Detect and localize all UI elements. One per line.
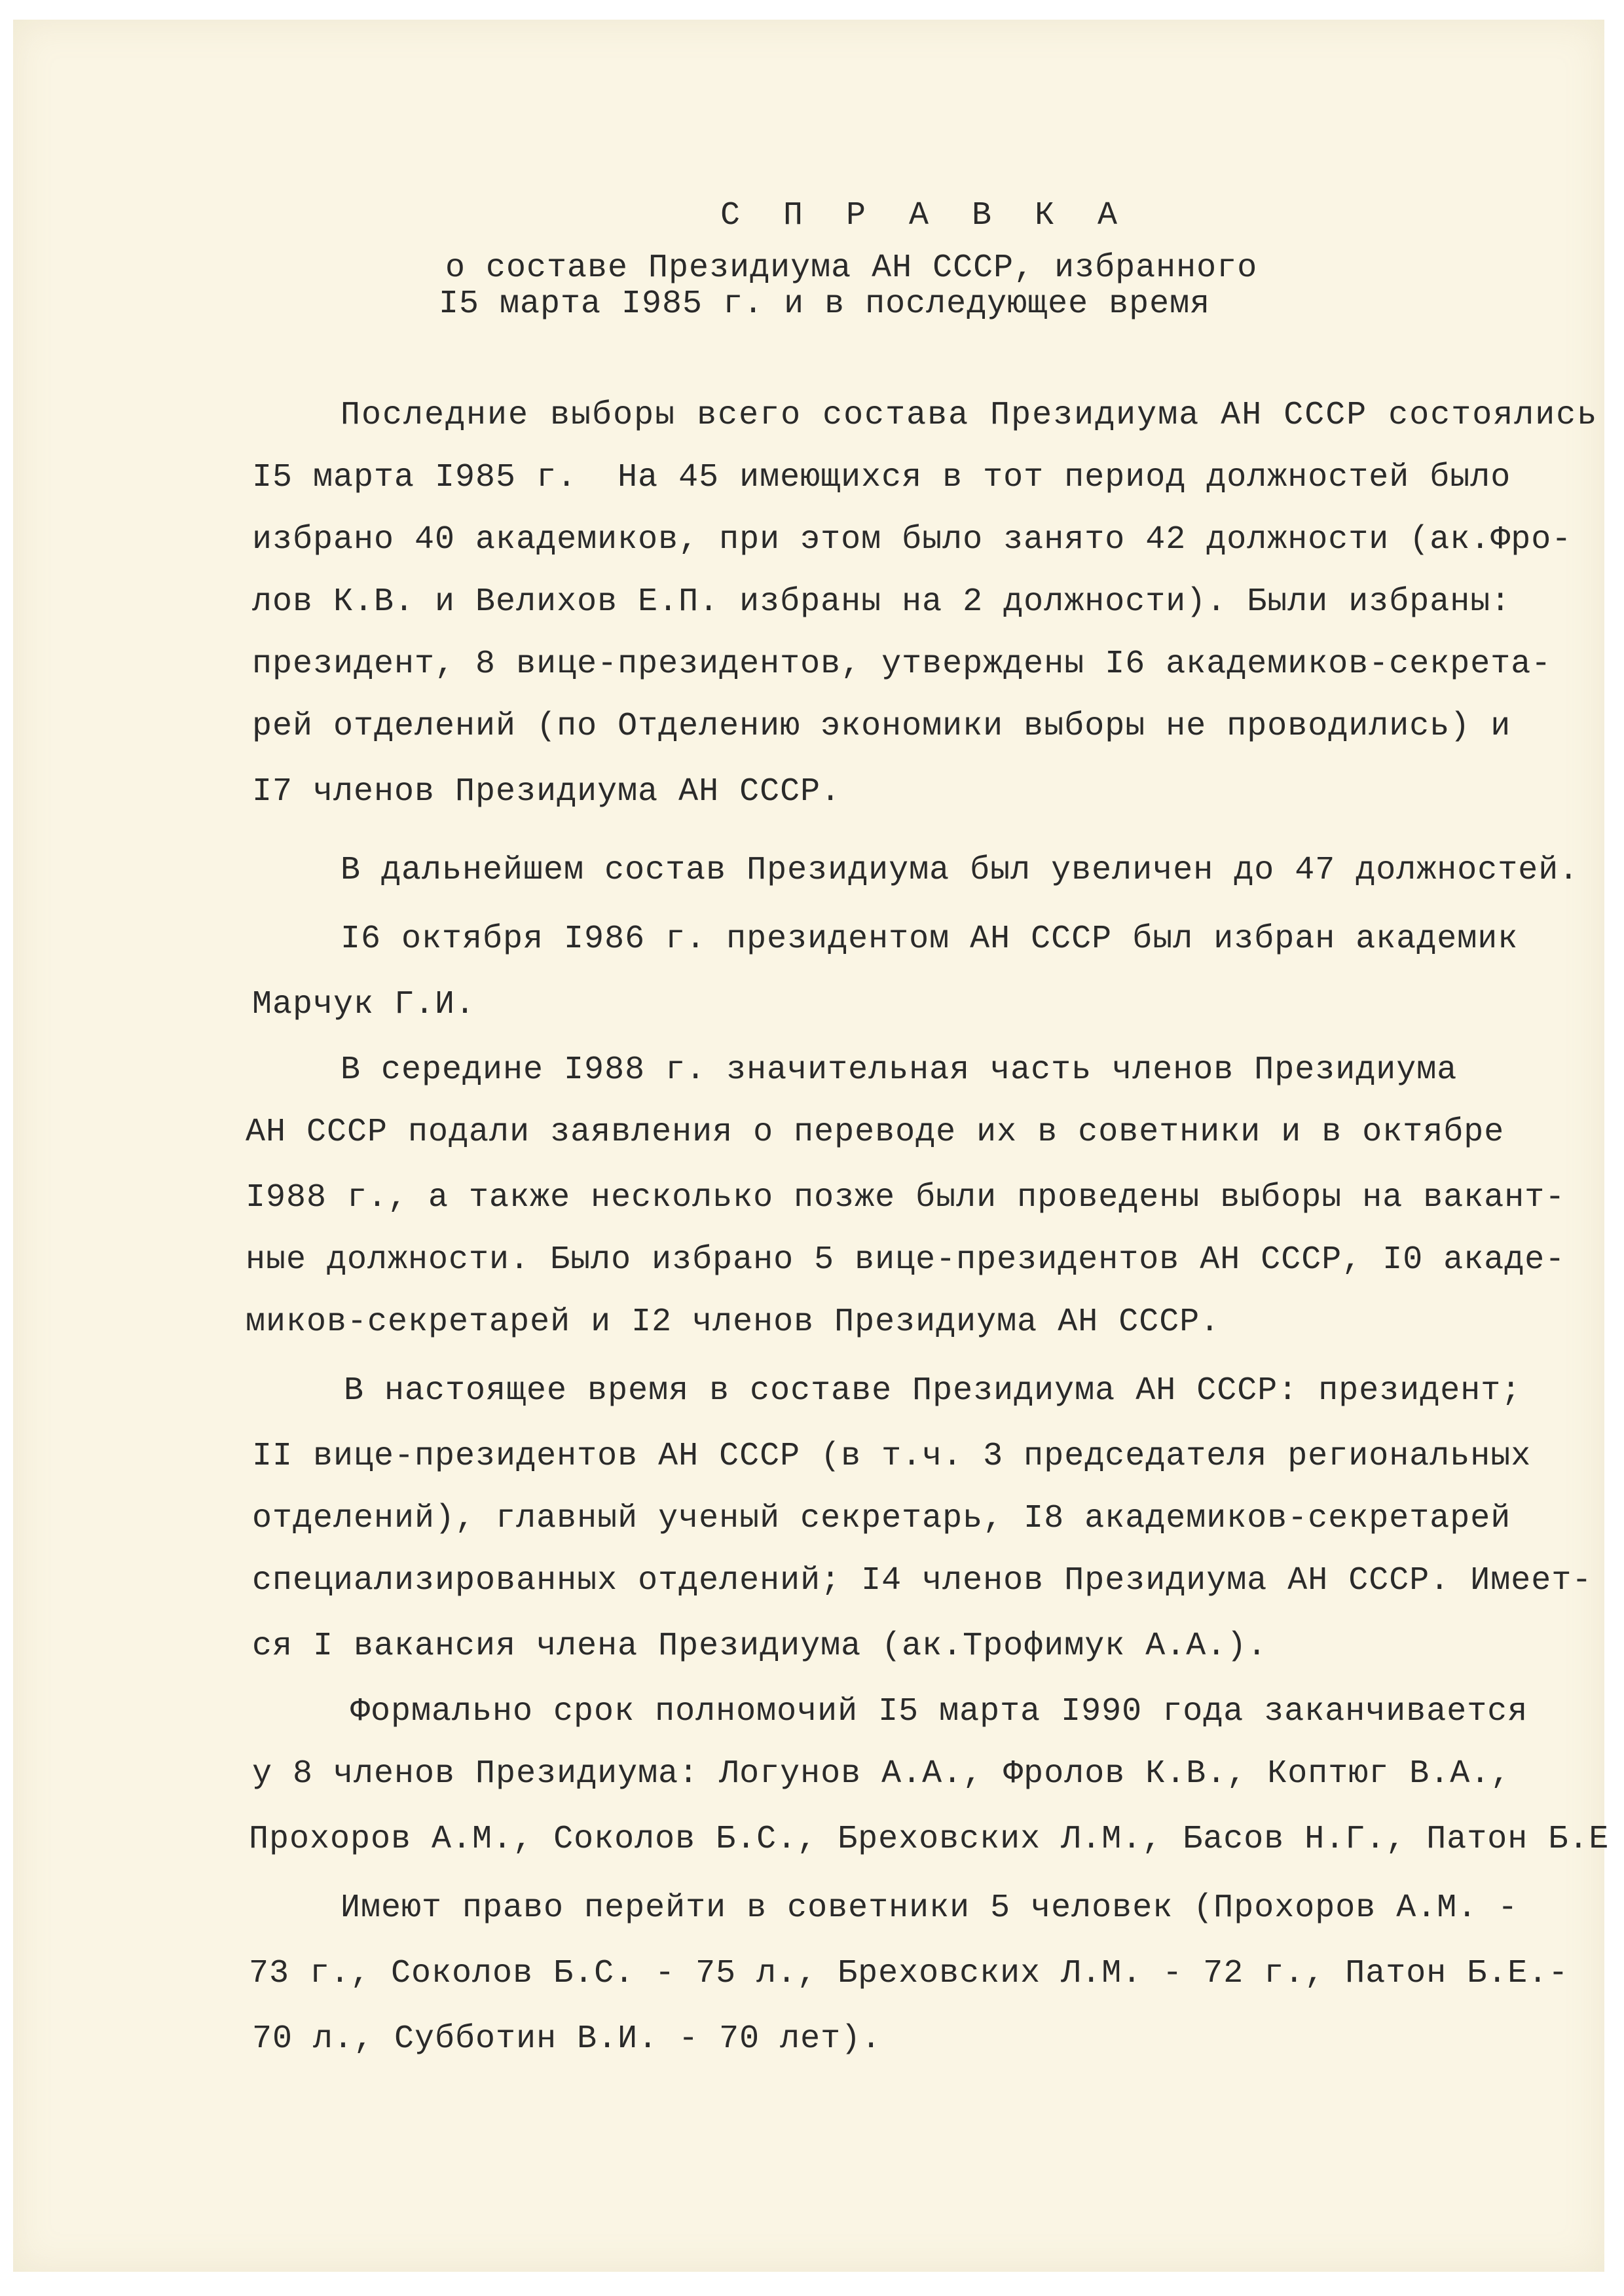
body-line-18: отделений), главный ученый секретарь, I8 академиков-секретарей [252, 1500, 1511, 1537]
body-line-9: I6 октября I986 г. президентом АН СССР был избран академик [341, 920, 1519, 958]
document-title: С П Р А В К А [720, 197, 1130, 234]
body-line-13: I988 г., а также несколько позже были проведены выборы на вакант- [246, 1179, 1566, 1216]
body-line-23: Прохоров А.М., Соколов Б.С., Бреховских Л.М., Басов Н.Г., Патон Б.Е [249, 1821, 1610, 1858]
body-line-24: Имеют право перейти в советники 5 человек (Прохоров А.М. - [341, 1889, 1519, 1927]
body-line-20: ся I вакансия члена Президиума (ак.Трофимук А.А.). [252, 1628, 1268, 1665]
body-line-5: президент, 8 вице-президентов, утверждены I6 академиков-секрета- [252, 646, 1552, 683]
body-line-8: В дальнейшем состав Президиума был увеличен до 47 должностей. [341, 852, 1579, 889]
body-line-11: В середине I988 г. значительная часть членов Президиума [341, 1051, 1458, 1089]
document-subtitle-line-1: о составе Президиума АН СССР, избранного [445, 249, 1258, 287]
body-line-21: Формально срок полномочий I5 марта I990 года заканчивается [350, 1693, 1528, 1730]
body-line-26: 70 л., Субботин В.И. - 70 лет). [252, 2020, 882, 2058]
body-line-10: Марчук Г.И. [252, 986, 476, 1023]
body-line-3: избрано 40 академиков, при этом было занято 42 должности (ак.Фро- [252, 521, 1572, 558]
body-line-7: I7 членов Президиума АН СССР. [252, 773, 841, 811]
body-line-16: В настоящее время в составе Президиума АН СССР: президент; [344, 1372, 1522, 1410]
body-line-22: у 8 членов Президиума: Логунов А.А., Фролов К.В., Коптюг В.А., [252, 1755, 1511, 1793]
body-line-6: рей отделений (по Отделению экономики выборы не проводились) и [252, 708, 1511, 745]
body-line-17: II вице-президентов АН СССР (в т.ч. 3 председателя региональных [252, 1438, 1532, 1475]
body-line-4: лов К.В. и Велихов Е.П. избраны на 2 должности). Были избраны: [252, 583, 1511, 621]
body-line-1: Последние выборы всего состава Президиума АН СССР состоялись [341, 397, 1598, 434]
body-line-25: 73 г., Соколов Б.С. - 75 л., Бреховских Л.М. - 72 г., Патон Б.Е.- [249, 1955, 1569, 1992]
body-line-19: специализированных отделений; I4 членов Президиума АН СССР. Имеет- [252, 1562, 1593, 1599]
document-subtitle-line-2: I5 марта I985 г. и в последующее время [439, 285, 1211, 323]
body-line-2: I5 марта I985 г. На 45 имеющихся в тот период должностей было [252, 459, 1511, 496]
body-line-14: ные должности. Было избрано 5 вице-президентов АН СССР, I0 акаде- [246, 1241, 1566, 1279]
body-line-15: миков-секретарей и I2 членов Президиума АН СССР. [246, 1303, 1221, 1341]
body-line-12: АН СССР подали заявления о переводе их в советники и в октябре [246, 1114, 1505, 1151]
